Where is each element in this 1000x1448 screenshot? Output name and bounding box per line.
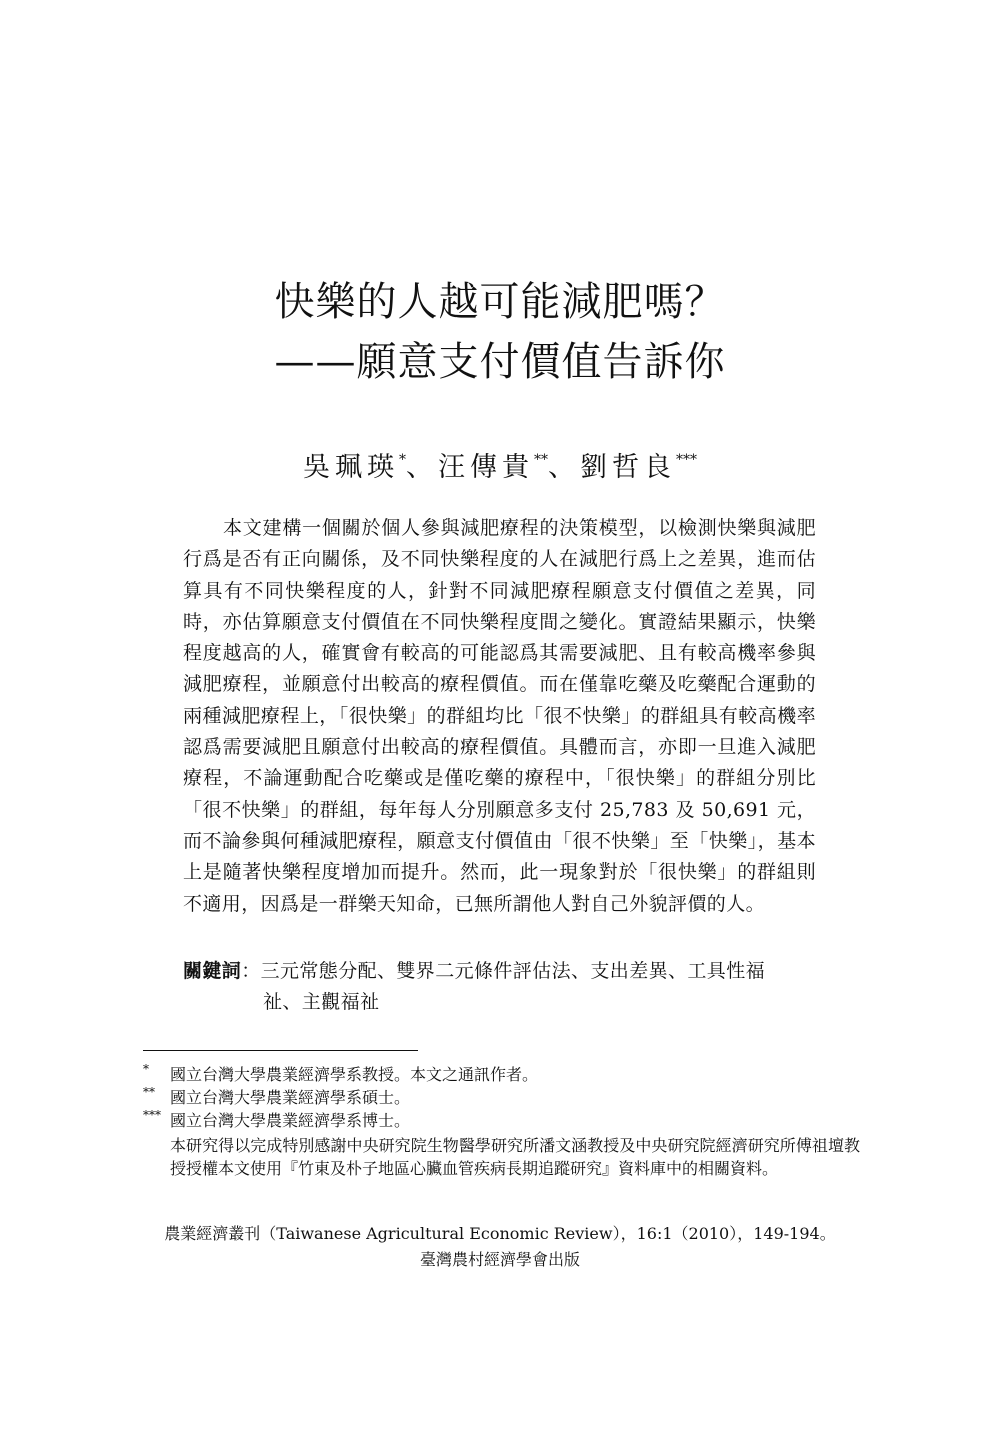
acknowledgement-text: 本研究得以完成特別感謝中央研究院生物醫學研究所潘文涵教授及中央研究院經濟研究所傅祖壇教授授權本文使用『竹東及朴子地區心臟血管疾病長期追蹤研究』資料庫中的相關資料。 xyxy=(170,1136,860,1178)
footnote-mark: * xyxy=(143,1062,149,1076)
paper-title-line1: 快樂的人越可能減肥嗎？ xyxy=(274,279,726,325)
journal-citation: 農業經濟叢刊（Taiwanese Agricultural Economic Review），16:1（2010），149-194。 xyxy=(164,1224,836,1243)
keywords-line2: 祉、主觀福祉 xyxy=(263,991,380,1013)
author-name: 劉哲良 xyxy=(580,452,676,483)
footnote-text: 國立台灣大學農業經濟學系教授。本文之通訊作者。 xyxy=(170,1065,539,1084)
keywords-line1: 三元常態分配、雙界二元條件評估法、支出差異、工具性福 xyxy=(260,960,766,982)
footnote-text: 國立台灣大學農業經濟學系碩士。 xyxy=(170,1088,411,1107)
footnote-divider xyxy=(143,1050,418,1051)
author-list xyxy=(150,440,850,488)
keywords-label: 關鍵詞 xyxy=(183,960,242,982)
footnote-mark: *** xyxy=(143,1108,161,1122)
keywords-colon: ： xyxy=(241,960,261,982)
author-separator: 、 xyxy=(548,452,580,483)
footnote-mark: ** xyxy=(143,1085,155,1099)
author-name: 吳珮瑛 xyxy=(303,452,399,483)
author-name: 汪傳貴 xyxy=(438,452,534,483)
author-footnote-mark: * xyxy=(399,452,406,468)
author-footnote-mark: *** xyxy=(676,452,697,468)
author-separator: 、 xyxy=(406,452,438,483)
author-footnote-mark: ** xyxy=(534,452,548,468)
publisher-line: 臺灣農村經濟學會出版 xyxy=(419,1250,580,1269)
paper-title-line2: ——願意支付價值告訴你 xyxy=(274,339,726,385)
abstract-text: 本文建構一個關於個人參與減肥療程的決策模型，以檢測快樂與減肥行爲是否有正向關係，及不同快樂程度的人在減肥行爲上之差異，進而估算具有不同快樂程度的人，針對不同減肥療程願意支付價值之差異，同時，亦估算願意支付價值在不同快樂程度間之變化。實證結果顯示，快樂程度越高的人，確實會有較高的可能認爲其需要減肥、且有較高機率參與減肥療程，並願意付出較高的療程價值。而在僅靠吃藥及吃藥配合運動的兩種減肥療程上，「很快樂」的群組均比「很不快樂」的群組具有較高機率認爲需要減肥且願意付出較高的療程價值。具體而言，亦即一旦進入減肥療程，不論運動配合吃藥或是僅吃藥的療程中，「很快樂」的群組分別比「很不快樂」的群組，每年每人分別願意多支付 25,783 及 50,691 元，而不論參與何種減肥療程，願意支付價值由「很不快樂」至「快樂」，基本上是隨著快樂程度增加而提升。然而，此一現象對於「很快樂」的群組則不適用，因爲是一群樂天知命，已無所謂他人對自己外貌評價的人。 xyxy=(183,517,816,915)
footnote-text: 國立台灣大學農業經濟學系博士。 xyxy=(170,1111,411,1130)
keywords xyxy=(183,956,816,1018)
